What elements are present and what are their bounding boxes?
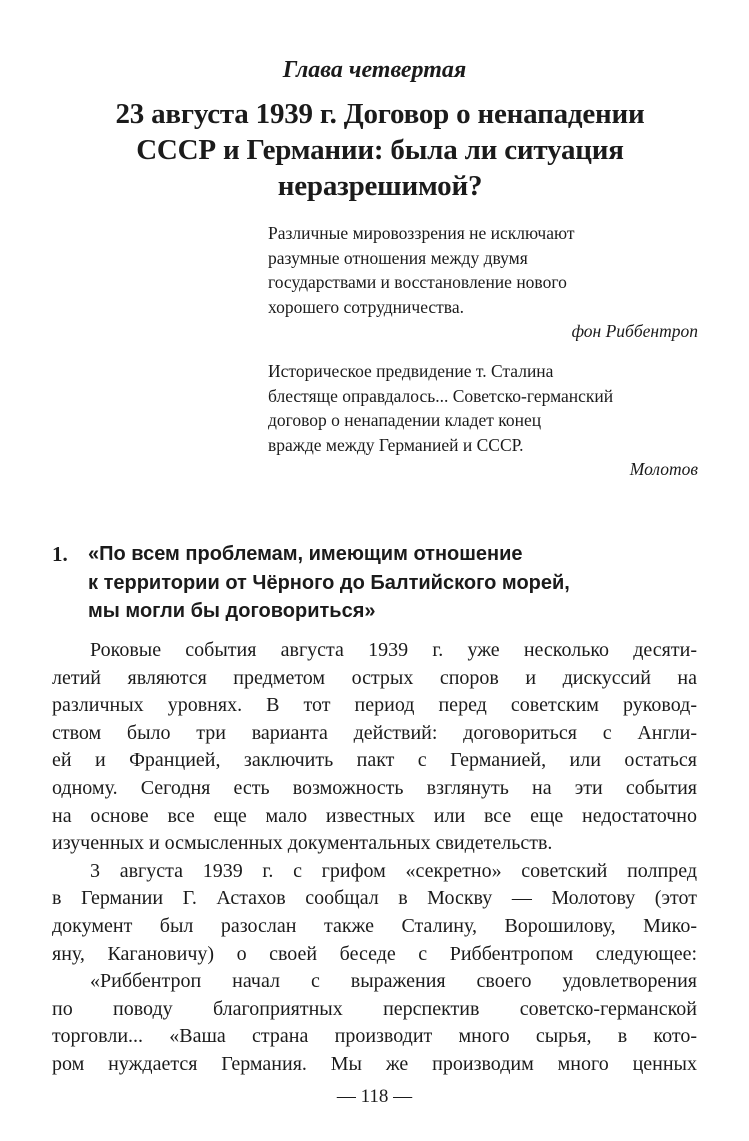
body-line: летий являются предметом острых споров и дискуссий на: [52, 666, 697, 689]
body-line: яну, Кагановичу) о своей беседе с Риббентропом следующее:: [52, 942, 697, 965]
epigraph-author: фон Риббентроп: [571, 321, 698, 341]
chapter-title-line: 23 августа 1939 г. Договор о ненападении: [115, 98, 645, 130]
epigraph-line: блестяще оправдалось... Советско-германский: [268, 385, 614, 406]
section-number: 1.: [52, 542, 68, 566]
body-line: различных уровнях. В тот период перед советским руковод-: [52, 694, 697, 717]
body-line: изученных и осмысленных документальных свидетельств.: [52, 832, 553, 855]
body-line: ей и Францией, заключить пакт с Германией, или остаться: [52, 749, 697, 772]
chapter-title-line: СССР и Германии: была ли ситуация: [136, 134, 624, 166]
chapter-label: Глава четвертая: [282, 57, 467, 83]
section-heading-line: к территории от Чёрного до Балтийского морей,: [88, 571, 570, 594]
epigraph-line: разумные отношения между двумя: [268, 247, 528, 268]
epigraph-ribbentrop: [268, 221, 698, 344]
epigraph-molotov: [268, 359, 698, 482]
body-line: по поводу благоприятных перспектив советско-германской: [52, 997, 697, 1020]
chapter-title-line: неразрешимой?: [277, 170, 483, 202]
body-line: торговли... «Ваша страна производит много сырья, в кото-: [52, 1025, 697, 1048]
epigraph-line: Различные мировоззрения не исключают: [268, 223, 575, 243]
section-heading: [88, 540, 708, 626]
epigraph-line: хорошего сотрудничества.: [268, 296, 464, 317]
body-line: в Германии Г. Астахов сообщал в Москву — Молотову (этот: [52, 887, 697, 910]
body-line: на основе все еще мало известных или все еще недостаточно: [52, 804, 697, 827]
body-line: ством было три варианта действий: договориться с Англи-: [52, 721, 697, 744]
body-line: ром нуждается Германия. Мы же производим много ценных: [52, 1052, 697, 1075]
body-line: документ был разослан также Сталину, Ворошилову, Мико-: [52, 914, 697, 937]
body-text: [52, 637, 697, 1079]
epigraph-line: государствами и восстановление нового: [268, 272, 567, 292]
body-line: «Риббентроп начал с выражения своего удовлетворения: [90, 970, 697, 993]
body-line: Роковые события августа 1939 г. уже несколько десяти-: [90, 639, 697, 661]
section-heading-line: «По всем проблемам, имеющим отношение: [88, 543, 523, 565]
section-heading-line: мы могли бы договориться»: [88, 600, 376, 622]
epigraph-line: Историческое предвидение т. Сталина: [268, 361, 554, 381]
epigraph-line: договор о ненападении кладет конец: [268, 410, 542, 430]
epigraph-line: вражде между Германией и СССР.: [268, 434, 524, 455]
epigraph-author: Молотов: [629, 459, 698, 479]
page-number: — 118 —: [336, 1086, 413, 1107]
chapter-title: [60, 96, 700, 204]
body-line: 3 августа 1939 г. с грифом «секретно» советский полпред: [90, 859, 697, 882]
body-line: одному. Сегодня есть возможность взглянуть на эти события: [52, 776, 697, 799]
